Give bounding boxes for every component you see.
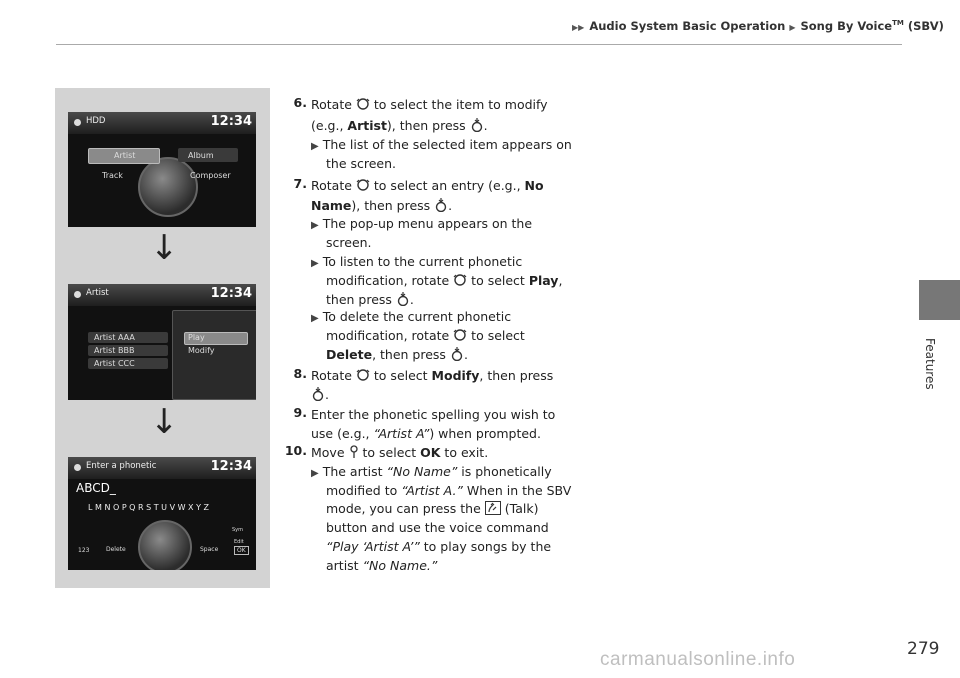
step-9-line-1: Enter the phonetic spelling you wish to bbox=[311, 407, 556, 422]
step-6-sub: ▶ The list of the selected item appears on bbox=[311, 137, 572, 152]
edit-label: Edit bbox=[234, 539, 244, 545]
step-10-sub: ▶ The artist “No Name” is phonetically bbox=[311, 464, 552, 479]
step-10-sub-cont: modified to “Artist A.” When in the SBV bbox=[326, 483, 572, 498]
arrow-down-icon: ↓ bbox=[150, 402, 179, 442]
interface-dial-icon bbox=[356, 97, 370, 111]
bullet-arrow-icon: ▶ bbox=[311, 258, 319, 269]
step-number: 7. bbox=[293, 176, 307, 191]
step-10-sub-cont: “Play ‘Artist A’” to play songs by the bbox=[326, 539, 552, 554]
symbol-mode-label: Sym bbox=[232, 527, 244, 533]
step-6-line-2: (e.g., Artist), then press . bbox=[311, 118, 488, 133]
option-track: Track bbox=[102, 171, 123, 180]
step-number: 6. bbox=[293, 95, 307, 110]
step-10-sub-cont: button and use the voice command bbox=[326, 520, 549, 535]
list-item: Artist BBB bbox=[94, 346, 135, 355]
press-icon bbox=[470, 118, 484, 132]
step-number: 8. bbox=[293, 366, 307, 381]
step-7-sub-1: ▶ The pop-up menu appears on the bbox=[311, 216, 533, 231]
space-label: Space bbox=[200, 546, 219, 553]
arrow-down-icon: ↓ bbox=[150, 228, 179, 268]
press-icon bbox=[396, 292, 410, 306]
number-mode-label: 123 bbox=[78, 547, 90, 554]
breadcrumb-arrow-icon: ▶▶ bbox=[572, 23, 585, 32]
list-item: Artist AAA bbox=[94, 333, 135, 342]
screen-phonetic-entry bbox=[68, 457, 256, 570]
step-7-line-1: Rotate to select an entry (e.g., No bbox=[311, 178, 544, 193]
bullet-arrow-icon: ▶ bbox=[311, 220, 319, 231]
step-number: 9. bbox=[293, 405, 307, 420]
status-dot-icon bbox=[74, 119, 81, 126]
step-6-sub-cont: the screen. bbox=[326, 156, 397, 171]
step-7-sub-3-cont: Delete, then press . bbox=[326, 347, 468, 362]
breadcrumb-arrow-icon: ▶ bbox=[789, 23, 796, 32]
delete-label: Delete bbox=[106, 546, 126, 553]
interface-dial-icon bbox=[356, 178, 370, 192]
step-7-sub-3: ▶ To delete the current phonetic bbox=[311, 309, 512, 324]
screen-title: HDD bbox=[86, 116, 106, 126]
header-divider bbox=[56, 44, 902, 45]
menu-item-modify: Modify bbox=[188, 346, 215, 355]
screen-clock: 12:34 bbox=[210, 459, 252, 474]
screen-title: Artist bbox=[86, 288, 109, 298]
screen-titlebar bbox=[68, 284, 256, 306]
status-dot-icon bbox=[74, 291, 81, 298]
step-10-sub-cont: artist “No Name.” bbox=[326, 558, 438, 573]
step-7-sub-3-cont: modification, rotate to select bbox=[326, 328, 525, 343]
option-artist: Artist bbox=[114, 151, 136, 160]
screen-clock: 12:34 bbox=[210, 114, 252, 129]
knob-icon bbox=[138, 520, 192, 570]
entry-field: ABCD_ bbox=[76, 481, 116, 495]
interface-dial-icon bbox=[453, 273, 467, 287]
watermark: carmanualsonline.info bbox=[600, 649, 796, 670]
step-8-line-1: Rotate to select Modify, then press bbox=[311, 368, 554, 383]
screen-clock: 12:34 bbox=[210, 286, 252, 301]
screen-artist-list bbox=[68, 284, 256, 400]
letter-wheel: L M N O P Q R S T U V W X Y Z bbox=[88, 503, 209, 512]
step-number: 10. bbox=[284, 443, 307, 458]
step-10-line-1: Move to select OK to exit. bbox=[311, 445, 489, 460]
ok-label: OK bbox=[234, 546, 249, 555]
talk-button-icon bbox=[485, 501, 501, 515]
bullet-arrow-icon: ▶ bbox=[311, 141, 319, 152]
option-composer: Composer bbox=[190, 171, 231, 180]
step-7-sub-1-cont: screen. bbox=[326, 235, 372, 250]
joystick-icon bbox=[349, 445, 359, 459]
breadcrumb-item-sbv[interactable]: Song By Voice™ (SBV) bbox=[800, 19, 944, 33]
screen-title: Enter a phonetic bbox=[86, 461, 157, 471]
step-7-sub-2-cont: modification, rotate to select Play, bbox=[326, 273, 563, 288]
interface-dial-icon bbox=[453, 328, 467, 342]
breadcrumb bbox=[572, 19, 944, 33]
section-label: Features bbox=[923, 338, 937, 390]
popup-menu bbox=[172, 310, 256, 400]
screen-titlebar bbox=[68, 457, 256, 479]
screen-titlebar bbox=[68, 112, 256, 134]
step-7-line-2: Name), then press . bbox=[311, 198, 453, 213]
step-6-line-1: Rotate to select the item to modify bbox=[311, 97, 548, 112]
interface-dial-icon bbox=[356, 368, 370, 382]
step-7-sub-2: ▶ To listen to the current phonetic bbox=[311, 254, 523, 269]
page-number: 279 bbox=[907, 639, 940, 659]
list-item: Artist CCC bbox=[94, 359, 135, 368]
section-tab bbox=[919, 280, 960, 320]
status-dot-icon bbox=[74, 464, 81, 471]
step-10-sub-cont: mode, you can press the (Talk) bbox=[326, 501, 539, 516]
menu-item-play: Play bbox=[188, 333, 205, 342]
screen-hdd-menu bbox=[68, 112, 256, 227]
press-icon bbox=[434, 198, 448, 212]
bullet-arrow-icon: ▶ bbox=[311, 468, 319, 479]
step-7-sub-2-cont: then press . bbox=[326, 292, 414, 307]
option-album: Album bbox=[188, 151, 214, 160]
knob-icon bbox=[138, 157, 198, 217]
step-8-line-2: . bbox=[311, 385, 329, 404]
step-9-line-2: use (e.g., “Artist A”) when prompted. bbox=[311, 426, 541, 441]
breadcrumb-item-audio[interactable]: Audio System Basic Operation bbox=[589, 19, 786, 33]
press-icon bbox=[311, 387, 325, 401]
bullet-arrow-icon: ▶ bbox=[311, 313, 319, 324]
press-icon bbox=[450, 347, 464, 361]
